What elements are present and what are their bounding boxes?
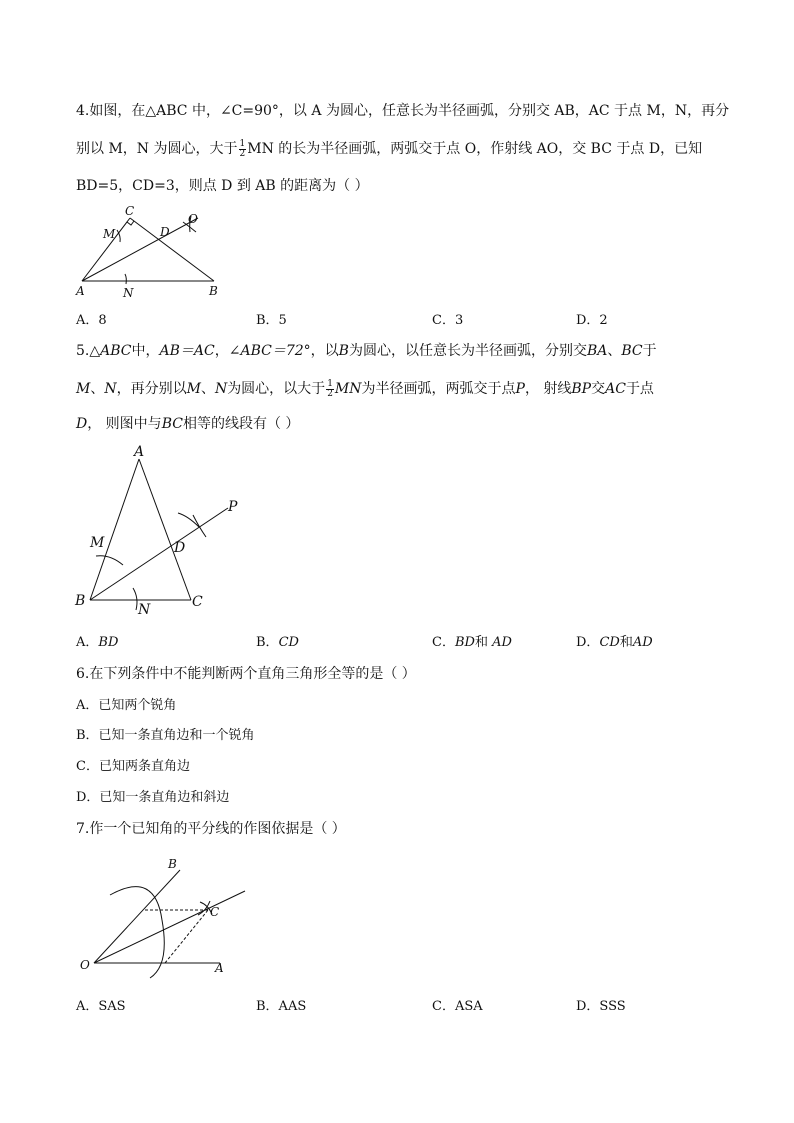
q5-label-N: N [138, 602, 151, 618]
q5-option-d[interactable] [576, 634, 653, 652]
q5-point-b: B [338, 343, 349, 359]
q5-text-12: ， 射线 [524, 381, 572, 397]
q5-point-n: N [104, 381, 117, 397]
q4-label-A: A [76, 284, 85, 298]
q5-stem-line1 [76, 341, 657, 361]
q5-segment-mn: MN [334, 381, 362, 397]
q5-stem-line3 [76, 414, 299, 434]
q5-text-1: 中， [131, 343, 160, 359]
q4-stem-line2-post: MN 的长为半径画弧，两弧交于点 O，作射线 AO，交 BC 于点 D，已知 [247, 141, 703, 157]
q5-option-d-prefix: D． [576, 635, 600, 650]
q5-option-d-and: 和 [619, 635, 633, 650]
q5-segment-ac: AC [605, 381, 626, 397]
q5-point-d: D [76, 416, 88, 432]
q5-fraction-num: 1 [327, 378, 333, 389]
q7-option-a[interactable]: A．SAS [76, 999, 126, 1014]
q5-text-10: 为圆心，以大于 [227, 381, 326, 397]
q7-option-b[interactable]: B．AAS [256, 999, 307, 1014]
q4-option-b[interactable]: B．5 [256, 313, 287, 328]
q5-option-c-and: 和 [474, 635, 488, 650]
q6-option-b[interactable]: B．已知一条直角边和一个锐角 [76, 728, 255, 743]
q5-ray-bp: BP [571, 381, 592, 397]
q5-segment-bc-2: BC [161, 416, 183, 432]
q5-text-9: 、 [200, 381, 215, 397]
q5-number: 5. [76, 343, 90, 359]
q5-label-M: M [90, 535, 105, 551]
q5-label-D: D [174, 540, 186, 556]
q4-stem-line1: 4.如图，在△ABC 中，∠C=90°，以 A 为圆心，任意长为半径画弧，分别交 AB，AC 于点 M，N，再分 [76, 103, 730, 119]
q5-option-b[interactable] [256, 634, 299, 652]
q5-text-2: ， [214, 343, 229, 359]
q7-stem: 7.作一个已知角的平分线的作图依据是（ ） [76, 821, 346, 837]
q7-label-B: B [168, 857, 177, 871]
q6-option-c[interactable]: C．已知两条直角边 [76, 759, 190, 774]
q7-figure [70, 850, 250, 985]
q5-stem-line2 [76, 379, 654, 399]
q4-label-N: N [123, 286, 134, 300]
q5-option-d-text2: AD [632, 635, 653, 650]
q4-label-C: C [125, 204, 135, 218]
q5-point-m: M [76, 381, 91, 397]
q5-text-7: 、 [90, 381, 105, 397]
q5-text-5: 、 [607, 343, 622, 359]
q4-figure [70, 200, 240, 300]
q5-option-a-prefix: A． [76, 635, 99, 650]
q4-stem-line3: BD=5，CD=3，则点 D 到 AB 的距离为（ ） [76, 178, 369, 194]
q7-label-C: C [210, 905, 220, 919]
q5-option-c-text2: AD [492, 635, 512, 650]
q5-angle-abc: ∠ABC＝72° [228, 343, 311, 359]
q6-stem: 6.在下列条件中不能判断两个直角三角形全等的是（ ） [76, 666, 416, 682]
q4-option-a[interactable]: A．8 [76, 313, 107, 328]
q5-text-13: 交 [591, 381, 606, 397]
q5-text-15: ， 则图中与 [87, 416, 162, 432]
q4-stem-line2-pre: 别以 M，N 为圆心，大于 [76, 141, 238, 157]
q4-label-D: D [160, 225, 170, 239]
q5-text-3: ，以 [310, 343, 339, 359]
q5-option-c-text: BD [454, 635, 475, 650]
q4-label-M: M [103, 227, 116, 241]
q5-label-P: P [228, 499, 238, 515]
q5-text-16: 相等的线段有（ ） [182, 416, 300, 432]
q5-segment-ba: BA [586, 343, 608, 359]
q5-option-b-prefix: B． [256, 635, 279, 650]
q4-label-O: O [188, 212, 198, 226]
q5-label-A: A [134, 444, 145, 460]
q5-text-6: 于 [642, 343, 657, 359]
q4-fraction-num: 1 [239, 138, 246, 149]
q5-text-11: 为半径画弧，两弧交于点 [361, 381, 516, 397]
q5-option-a-text: BD [98, 635, 119, 650]
q6-option-a[interactable]: A．已知两个锐角 [76, 698, 177, 713]
q5-text-14: 于点 [625, 381, 654, 397]
q4-fraction [239, 140, 247, 159]
q5-point-p: P [515, 381, 525, 397]
q7-option-d[interactable]: D．SSS [576, 999, 626, 1014]
q5-option-b-text: CD [278, 635, 299, 650]
q5-point-n-2: N [214, 381, 228, 397]
q5-fraction-den: 2 [327, 388, 333, 399]
q7-option-c[interactable]: C．ASA [432, 999, 483, 1014]
q4-option-d[interactable]: D．2 [576, 313, 608, 328]
q5-option-c-prefix: C． [432, 635, 455, 650]
q4-stem-line2 [76, 139, 702, 159]
q4-fraction-den: 2 [239, 148, 246, 159]
q5-option-a[interactable] [76, 634, 118, 652]
q5-option-c[interactable] [432, 634, 512, 652]
q5-triangle-symbol: △ [89, 343, 101, 359]
q5-point-m-2: M [186, 381, 201, 397]
q5-segment-bc: BC [621, 343, 643, 359]
q5-label-C: C [192, 594, 203, 610]
q5-text-8: ，再分别以 [116, 381, 187, 397]
q5-fraction [326, 380, 334, 399]
q5-equation-ab-ac: AB＝AC [159, 343, 215, 359]
q6-option-d[interactable]: D．已知一条直角边和斜边 [76, 790, 230, 805]
q5-text-4: 为圆心，以任意长为半径画弧，分别交 [348, 343, 587, 359]
q7-label-O: O [80, 958, 90, 972]
q5-label-B: B [75, 593, 86, 609]
q4-option-c[interactable]: C．3 [432, 313, 464, 328]
q5-triangle-name: ABC [100, 343, 132, 359]
q5-option-d-text: CD [599, 635, 620, 650]
q4-label-B: B [209, 284, 218, 298]
q5-figure [70, 440, 250, 620]
q7-label-A: A [215, 961, 224, 975]
